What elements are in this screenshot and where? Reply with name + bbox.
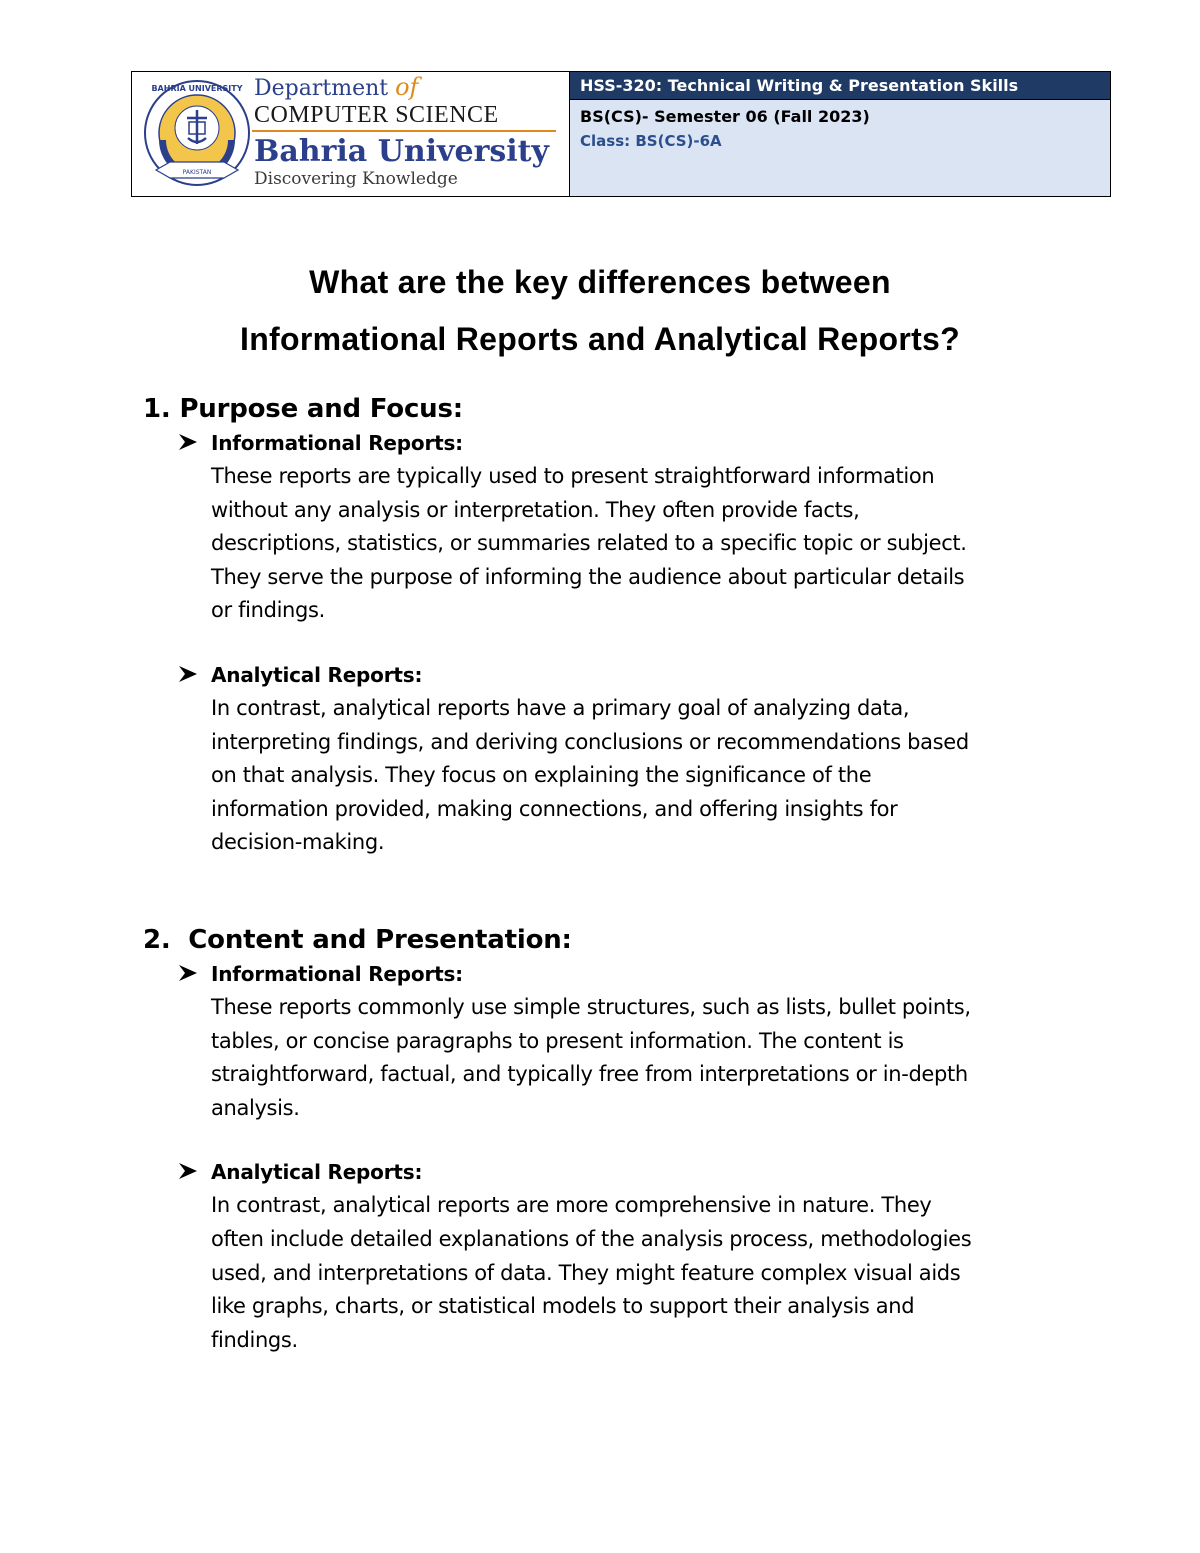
logo-cell bbox=[132, 72, 570, 196]
arrow-bullet-icon bbox=[177, 426, 199, 458]
university-tagline: Discovering Knowledge bbox=[254, 169, 458, 189]
seal-arc-text: BAHRIA UNIVERSITY bbox=[151, 84, 243, 93]
subsection-body: In contrast, analytical reports have a primary goal of analyzing data, interpreting findings, and deriving conclusions or recommendations based on that analysis. They focus on explaining the significance of the information provided, making connections, and offering insights for decision-making. bbox=[211, 695, 969, 855]
department-name: COMPUTER SCIENCE bbox=[254, 102, 499, 128]
university-seal-icon bbox=[142, 78, 252, 190]
subsection-title: Informational Reports: bbox=[211, 962, 463, 986]
semester-label: BS(CS)- Semester 06 (Fall 2023) bbox=[580, 107, 870, 126]
subsection-title: Analytical Reports: bbox=[211, 662, 423, 687]
subsection-title: Informational Reports: bbox=[211, 431, 463, 455]
subsection-informational bbox=[211, 957, 1063, 1125]
class-label: Class: BS(CS)-6A bbox=[580, 132, 722, 150]
arrow-bullet-icon bbox=[177, 658, 199, 690]
department-label: Department of bbox=[254, 73, 419, 101]
subsection-body: These reports commonly use simple structures, such as lists, bullet points, tables, or concise paragraphs to present information. The content is straightforward, factual, and typically free from interpretations or in-depth analysis. bbox=[211, 995, 971, 1120]
seal-ribbon-text: PAKISTAN bbox=[182, 169, 212, 176]
course-info-cell bbox=[570, 72, 1110, 196]
arrow-bullet-icon bbox=[177, 1155, 199, 1187]
subsection-title: Analytical Reports: bbox=[211, 1160, 423, 1185]
orange-divider bbox=[252, 130, 556, 132]
section-heading: 1. Purpose and Focus: bbox=[143, 394, 463, 424]
subsection-informational bbox=[211, 426, 1063, 628]
subsection-body: In contrast, analytical reports are more comprehensive in nature. They often include detailed explanations of the analysis process, methodologies used, and interpretations of data. They might feature complex visual aids like graphs, charts, or statistical models to support their analysis and findings. bbox=[211, 1193, 972, 1352]
section-purpose-focus bbox=[143, 392, 1063, 860]
page-title bbox=[0, 254, 1200, 368]
course-title: HSS-320: Technical Writing & Presentation Skills bbox=[570, 72, 1110, 100]
subsection-analytical bbox=[211, 658, 1063, 860]
document-header bbox=[131, 71, 1111, 197]
subsection-analytical bbox=[211, 1155, 1063, 1357]
title-line-1: What are the key differences between bbox=[309, 264, 891, 300]
subsection-body: These reports are typically used to present straightforward information without any analysis or interpretation. They often provide facts, descriptions, statistics, or summaries related to a specific topic or subject. They serve the purpose of informing the audience about particular details or findings. bbox=[211, 464, 967, 623]
arrow-bullet-icon bbox=[177, 957, 199, 989]
university-name: Bahria University bbox=[254, 134, 549, 169]
section-content-presentation bbox=[143, 923, 1063, 1357]
section-heading: 2. Content and Presentation: bbox=[143, 925, 572, 955]
department-block bbox=[252, 74, 562, 189]
class-info bbox=[570, 100, 1110, 196]
title-line-2: Informational Reports and Analytical Reports? bbox=[240, 321, 960, 357]
